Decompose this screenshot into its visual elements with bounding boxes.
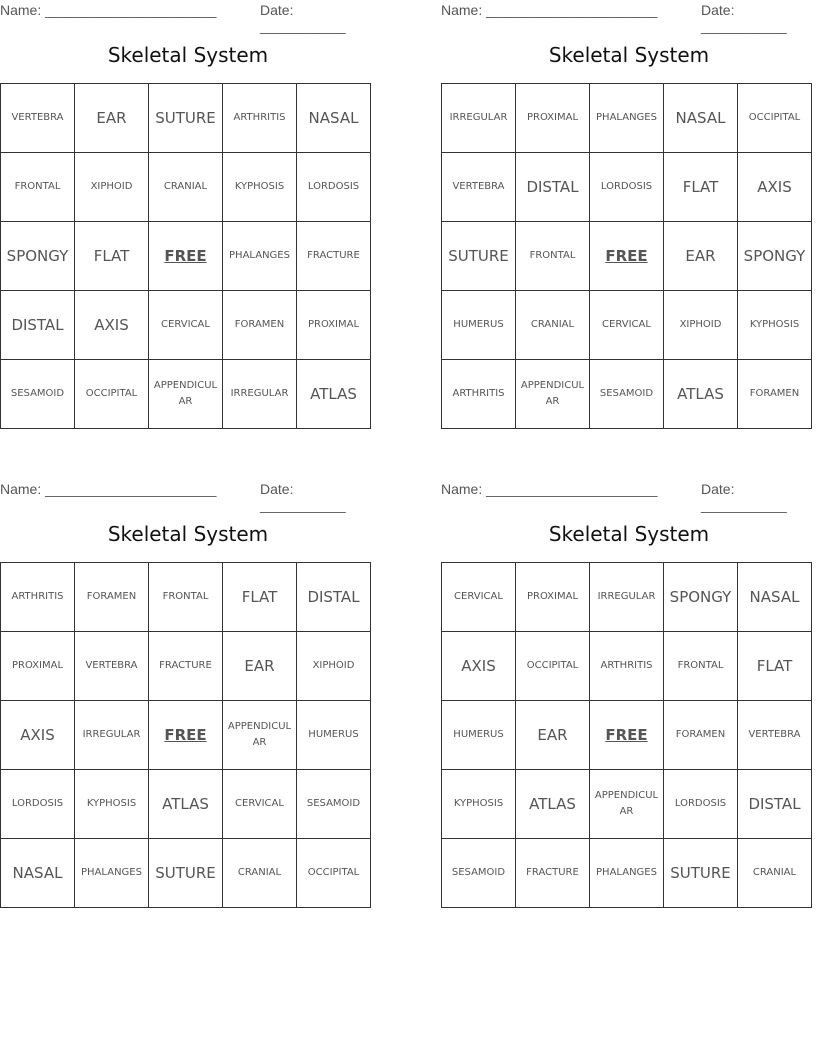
grid-cell: AXIS bbox=[75, 291, 149, 360]
bingo-grid bbox=[441, 83, 812, 429]
grid-cell: FRONTAL bbox=[516, 222, 590, 291]
grid-cell: PHALANGES bbox=[590, 84, 664, 153]
grid-cell: EAR bbox=[664, 222, 738, 291]
grid-cell: PROXIMAL bbox=[297, 291, 371, 360]
grid-cell: AXIS bbox=[442, 632, 516, 701]
grid-cell: KYPHOSIS bbox=[442, 770, 516, 839]
grid-cell: AXIS bbox=[738, 153, 812, 222]
grid-cell: SUTURE bbox=[149, 839, 223, 908]
grid-row bbox=[1, 839, 371, 908]
grid-row bbox=[442, 632, 812, 701]
date-field-label: Date: ___________ bbox=[260, 2, 346, 34]
card-header bbox=[441, 0, 816, 34]
grid-cell: CRANIAL bbox=[738, 839, 812, 908]
grid-cell: DISTAL bbox=[516, 153, 590, 222]
grid-cell: ARTHRITIS bbox=[223, 84, 297, 153]
grid-row bbox=[442, 701, 812, 770]
grid-row bbox=[442, 360, 812, 429]
grid-cell: KYPHOSIS bbox=[223, 153, 297, 222]
grid-cell: SPONGY bbox=[738, 222, 812, 291]
name-field-label: Name: ______________________ bbox=[0, 481, 217, 497]
grid-cell: FRONTAL bbox=[1, 153, 75, 222]
grid-cell: APPENDICULAR bbox=[149, 360, 223, 429]
grid-cell: DISTAL bbox=[738, 770, 812, 839]
grid-cell: FORAMEN bbox=[75, 563, 149, 632]
grid-row bbox=[1, 563, 371, 632]
grid-cell: FLAT bbox=[664, 153, 738, 222]
grid-cell: FRONTAL bbox=[149, 563, 223, 632]
grid-cell: AXIS bbox=[1, 701, 75, 770]
grid-cell: FORAMEN bbox=[223, 291, 297, 360]
grid-row bbox=[442, 770, 812, 839]
grid-cell: XIPHOID bbox=[297, 632, 371, 701]
grid-cell: KYPHOSIS bbox=[738, 291, 812, 360]
free-space-cell: FREE bbox=[149, 701, 223, 770]
grid-cell: FRONTAL bbox=[664, 632, 738, 701]
grid-cell: FLAT bbox=[223, 563, 297, 632]
grid-cell: SUTURE bbox=[664, 839, 738, 908]
grid-cell: VERTEBRA bbox=[1, 84, 75, 153]
grid-cell: ARTHRITIS bbox=[1, 563, 75, 632]
grid-cell: OCCIPITAL bbox=[297, 839, 371, 908]
grid-row bbox=[1, 770, 371, 839]
grid-cell: OCCIPITAL bbox=[75, 360, 149, 429]
grid-cell: NASAL bbox=[297, 84, 371, 153]
grid-row bbox=[442, 153, 812, 222]
grid-row bbox=[442, 291, 812, 360]
grid-cell: IRREGULAR bbox=[590, 563, 664, 632]
card-title: Skeletal System bbox=[548, 43, 710, 67]
grid-cell: HUMERUS bbox=[442, 701, 516, 770]
grid-cell: CERVICAL bbox=[223, 770, 297, 839]
card-title: Skeletal System bbox=[548, 522, 710, 546]
grid-row bbox=[1, 632, 371, 701]
grid-cell: SPONGY bbox=[1, 222, 75, 291]
grid-cell: PHALANGES bbox=[75, 839, 149, 908]
grid-cell: LORDOSIS bbox=[1, 770, 75, 839]
grid-row bbox=[1, 84, 371, 153]
grid-row bbox=[442, 563, 812, 632]
grid-cell: LORDOSIS bbox=[297, 153, 371, 222]
grid-cell: SPONGY bbox=[664, 563, 738, 632]
name-field-label: Name: ______________________ bbox=[441, 2, 658, 18]
grid-cell: IRREGULAR bbox=[223, 360, 297, 429]
grid-cell: EAR bbox=[223, 632, 297, 701]
card-header bbox=[0, 0, 376, 34]
grid-cell: EAR bbox=[75, 84, 149, 153]
grid-cell: SUTURE bbox=[442, 222, 516, 291]
grid-row bbox=[442, 222, 812, 291]
grid-cell: HUMERUS bbox=[297, 701, 371, 770]
grid-cell: HUMERUS bbox=[442, 291, 516, 360]
grid-cell: FRACTURE bbox=[516, 839, 590, 908]
grid-cell: FLAT bbox=[75, 222, 149, 291]
name-field-label: Name: ______________________ bbox=[441, 481, 658, 497]
grid-cell: OCCIPITAL bbox=[516, 632, 590, 701]
date-field-label: Date: ___________ bbox=[701, 481, 787, 513]
bingo-grid bbox=[0, 562, 371, 908]
grid-row bbox=[1, 153, 371, 222]
grid-cell: CERVICAL bbox=[442, 563, 516, 632]
grid-cell: ATLAS bbox=[664, 360, 738, 429]
grid-cell: EAR bbox=[516, 701, 590, 770]
grid-cell: KYPHOSIS bbox=[75, 770, 149, 839]
card-title: Skeletal System bbox=[107, 43, 269, 67]
grid-row bbox=[1, 291, 371, 360]
name-field-label: Name: ______________________ bbox=[0, 2, 217, 18]
bingo-grid bbox=[441, 562, 812, 908]
grid-cell: NASAL bbox=[664, 84, 738, 153]
grid-cell: XIPHOID bbox=[75, 153, 149, 222]
grid-cell: SESAMOID bbox=[590, 360, 664, 429]
grid-row bbox=[1, 360, 371, 429]
bingo-grid bbox=[0, 83, 371, 429]
grid-row bbox=[1, 222, 371, 291]
grid-cell: SESAMOID bbox=[297, 770, 371, 839]
grid-cell: PROXIMAL bbox=[516, 84, 590, 153]
grid-cell: ATLAS bbox=[516, 770, 590, 839]
grid-cell: IRREGULAR bbox=[442, 84, 516, 153]
grid-cell: APPENDICULAR bbox=[516, 360, 590, 429]
grid-cell: CRANIAL bbox=[149, 153, 223, 222]
grid-row bbox=[1, 701, 371, 770]
grid-cell: APPENDICULAR bbox=[223, 701, 297, 770]
grid-cell: CERVICAL bbox=[590, 291, 664, 360]
grid-cell: PROXIMAL bbox=[1, 632, 75, 701]
free-space-cell: FREE bbox=[149, 222, 223, 291]
grid-cell: DISTAL bbox=[1, 291, 75, 360]
grid-cell: CRANIAL bbox=[516, 291, 590, 360]
grid-cell: ATLAS bbox=[297, 360, 371, 429]
grid-cell: PHALANGES bbox=[223, 222, 297, 291]
date-field-label: Date: ___________ bbox=[260, 481, 346, 513]
grid-row bbox=[442, 839, 812, 908]
grid-cell: ATLAS bbox=[149, 770, 223, 839]
free-space-cell: FREE bbox=[590, 222, 664, 291]
grid-cell: VERTEBRA bbox=[738, 701, 812, 770]
grid-cell: PHALANGES bbox=[590, 839, 664, 908]
grid-cell: FORAMEN bbox=[664, 701, 738, 770]
grid-cell: LORDOSIS bbox=[664, 770, 738, 839]
date-field-label: Date: ___________ bbox=[701, 2, 787, 34]
grid-cell: SUTURE bbox=[149, 84, 223, 153]
grid-row bbox=[442, 84, 812, 153]
card-title: Skeletal System bbox=[107, 522, 269, 546]
grid-cell: XIPHOID bbox=[664, 291, 738, 360]
card-header bbox=[441, 479, 816, 513]
grid-cell: APPENDICULAR bbox=[590, 770, 664, 839]
grid-cell: LORDOSIS bbox=[590, 153, 664, 222]
grid-cell: SESAMOID bbox=[1, 360, 75, 429]
grid-cell: FRACTURE bbox=[149, 632, 223, 701]
grid-cell: ARTHRITIS bbox=[590, 632, 664, 701]
card-header bbox=[0, 479, 376, 513]
grid-cell: DISTAL bbox=[297, 563, 371, 632]
grid-cell: FLAT bbox=[738, 632, 812, 701]
grid-cell: IRREGULAR bbox=[75, 701, 149, 770]
grid-cell: FRACTURE bbox=[297, 222, 371, 291]
grid-cell: VERTEBRA bbox=[75, 632, 149, 701]
grid-cell: ARTHRITIS bbox=[442, 360, 516, 429]
grid-cell: CRANIAL bbox=[223, 839, 297, 908]
grid-cell: PROXIMAL bbox=[516, 563, 590, 632]
grid-cell: NASAL bbox=[1, 839, 75, 908]
grid-cell: SESAMOID bbox=[442, 839, 516, 908]
grid-cell: OCCIPITAL bbox=[738, 84, 812, 153]
free-space-cell: FREE bbox=[590, 701, 664, 770]
grid-cell: VERTEBRA bbox=[442, 153, 516, 222]
grid-cell: FORAMEN bbox=[738, 360, 812, 429]
grid-cell: CERVICAL bbox=[149, 291, 223, 360]
grid-cell: NASAL bbox=[738, 563, 812, 632]
